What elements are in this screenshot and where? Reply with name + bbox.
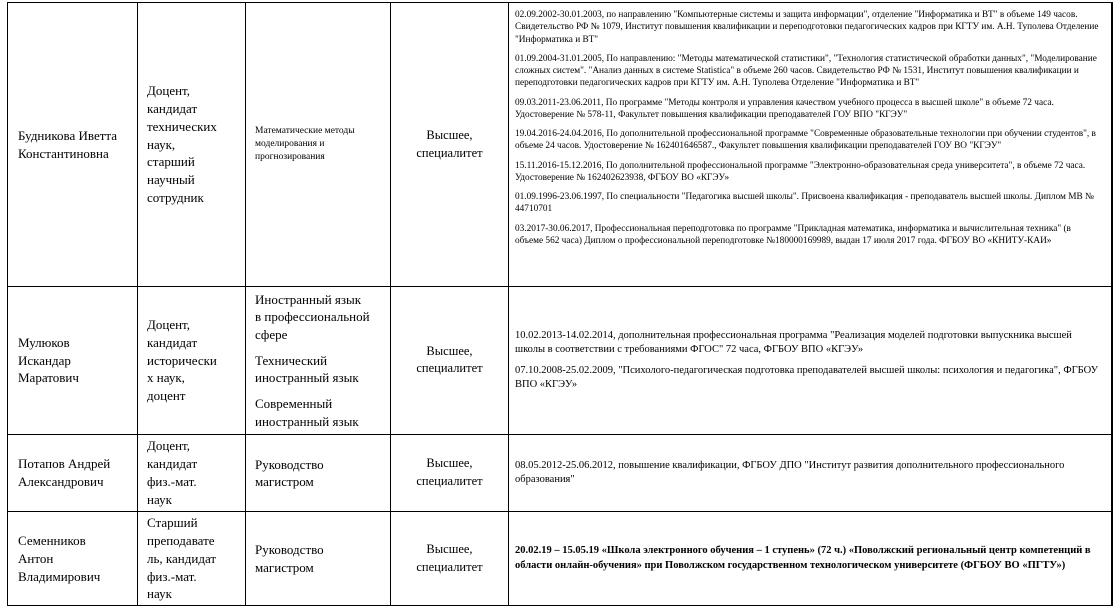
qualification-courses-cell	[509, 287, 1112, 435]
discipline-item: Руководство магистром	[255, 542, 324, 575]
faculty-table-body	[8, 3, 1112, 606]
course-entry: 01.09.1996-23.06.1997, По специальности "Педагогика высшей школы". Присвоена квалификация - преподаватель высшей школы. Диплом МВ № 44710701	[515, 192, 1094, 215]
course-entry: 09.03.2011-23.06.2011, По программе "Методы контроля и управления качеством учебного процесса в высшей школе" в объеме 72 часа. Удостоверение № 578-11, Факультет повышения квалификации преподавателей ГОУ ВПО "КГЭУ"	[515, 97, 1054, 120]
faculty-name-cell: Мулюков Искандар Маратович	[8, 287, 138, 435]
course-entry: 10.02.2013-14.02.2014, дополнительная профессиональная программа "Реализация моделей подготовки выпускника высшей школы в соответствии с требованиями ФГОС" 72 часа, ФГБОУ ВПО «КГЭУ»	[515, 329, 1072, 355]
table-row	[8, 511, 1112, 606]
faculty-name-cell: Семенников Антон Владимирович	[8, 511, 138, 606]
course-entry: 15.11.2016-15.12.2016, По дополнительной профессиональной программе "Электронно-образовательная среда университета", в объеме 72 часа. Удостоверение № 162402623938, ФГБОУ ВО «КГЭУ»	[515, 160, 1086, 183]
table-row	[8, 3, 1112, 287]
qualification-courses-cell	[509, 434, 1112, 511]
course-entry: 07.10.2008-25.02.2009, "Психолого-педагогическая подготовка преподавателей высшей школы: психология и педагогика", ФГБОУ ВПО «КГЭУ»	[515, 365, 1099, 391]
table-row	[8, 434, 1112, 511]
faculty-name-cell: Потапов Андрей Александрович	[8, 434, 138, 511]
qualification-courses-cell	[509, 3, 1112, 287]
faculty-name-cell: Будникова Иветта Константиновна	[8, 3, 138, 287]
education-level-cell: Высшее, специалитет	[391, 434, 509, 511]
position-cell: Доцент, кандидат технических наук, старший научный сотрудник	[138, 3, 246, 287]
education-level-cell: Высшее, специалитет	[391, 3, 509, 287]
course-entry: 08.05.2012-25.06.2012, повышение квалификации, ФГБОУ ДПО "Институт развития дополнительного профессионального образования"	[515, 459, 1065, 485]
course-entry: 01.09.2004-31.01.2005, По направлению: "Методы математической статистики", "Технология статистической обработки данных", "Моделирование сложных систем". "Анализ данных в системе Statistica" в объеме 260 часов. Свидетельство РФ № 1531, Институт повышения квалификации и переподготовки педагогических кадров при КГТУ им. А.Н. Туполева Отделение "Информатика и ВТ"	[515, 53, 1097, 89]
disciplines-cell	[246, 3, 391, 287]
position-cell: Доцент, кандидат физ.-мат. наук	[138, 434, 246, 511]
course-entry: 20.02.19 – 15.05.19 «Школа электронного обучения – 1 ступень» (72 ч.) «Поволжский региональный центр компетенций в области онлайн-обучения» при Поволжском государственном технологическом университете (ФГБОУ ВО «ПГТУ»)	[515, 544, 1091, 571]
education-level-cell: Высшее, специалитет	[391, 511, 509, 606]
disciplines-cell	[246, 287, 391, 435]
disciplines-cell	[246, 434, 391, 511]
position-cell: Старший преподаватель, кандидат физ.-мат. наук	[138, 511, 246, 606]
position-cell: Доцент, кандидат исторических наук, доцент	[138, 287, 246, 435]
qualification-courses-cell	[509, 511, 1112, 606]
course-entry: 19.04.2016-24.04.2016, По дополнительной профессиональной программе "Современные образовательные технологии при обучении студентов", в объеме 24 часов. Удостоверение № 162401646587., Факультет повышения квалификации преподавателей ГОУ ВО "КГЭУ"	[515, 129, 1096, 152]
discipline-item: Иностранный язык в профессиональной сфере	[255, 292, 370, 342]
table-row	[8, 287, 1112, 435]
disciplines-cell	[246, 511, 391, 606]
course-entry: 02.09.2002-30.01.2003, по направлению "Компьютерные системы и защита информации", отделение "Информатика и ВТ" в объеме 149 часов. Свидетельство РФ № 1079, Институт повышения квалификации и переподготовки педагогических кадров при КГТУ им. А.Н. Туполева Отделение "Информатика и ВТ"	[515, 10, 1099, 45]
faculty-qualification-table	[7, 2, 1113, 606]
discipline-item: Математические методы моделирования и прогнозирования	[255, 126, 355, 162]
discipline-item: Руководство магистром	[255, 456, 324, 489]
discipline-item: Современный иностранный язык	[255, 396, 359, 429]
course-entry: 03.2017-30.06.2017, Профессиональная переподготовка по программе "Прикладная математика, информатика и вычислительная техника" (в объеме 562 часа) Диплом о профессиональной переподготовке №180000169989, выдан 17 июля 2017 года. ФГБОУ ВО «КНИТУ-КАИ»	[515, 223, 1071, 246]
education-level-cell: Высшее, специалитет	[391, 287, 509, 435]
discipline-item: Технический иностранный язык	[255, 352, 359, 386]
